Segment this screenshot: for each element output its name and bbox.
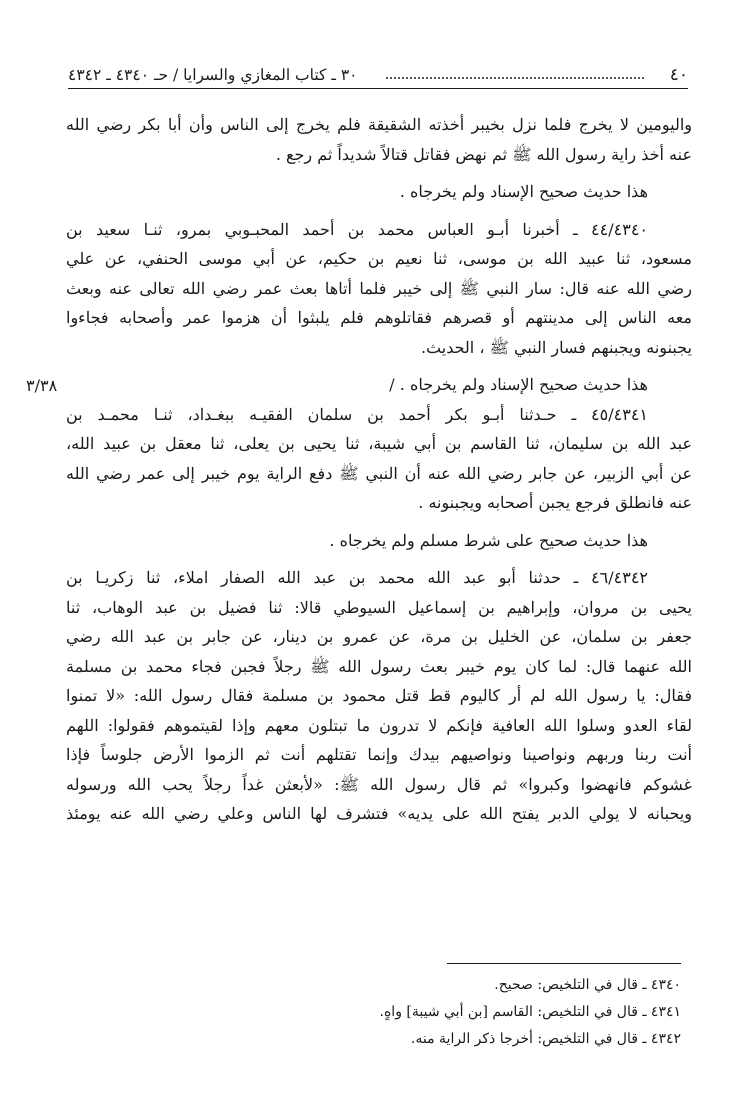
text-line: مسعود، ثنا عبيد الله بن موسى، ثنا نعيم بن حكيم، عن أبي موسى الحنفي، عن علي [66, 249, 692, 268]
header-dot-leader [386, 77, 644, 79]
text-line: غشوكم فانهضوا وكبروا» ثم قال رسول الله ﷺ: «لأبعثن غداً رجلاً يحب الله ورسوله [66, 774, 692, 794]
text-line: يجبنونه ويجبنهم فسار النبي ﷺ ، الحديث. [420, 337, 692, 357]
text-line: عنه أخذ راية رسول الله ﷺ ثم نهض فقاتل قتالاً شديداً ثم رجع . [275, 144, 692, 164]
running-title: ٣٠ ـ كتاب المغازي والسرايا / حـ ٤٣٤٠ ـ ٤٣٤٢ [68, 66, 358, 84]
text-line: عنه فانطلق فرجع يجبن أصحابه ويجبنونه . [418, 493, 692, 512]
text-line: هذا حديث صحيح على شرط مسلم ولم يخرجاه . [329, 530, 648, 550]
text-line: عن أبي الزبير، عن جابر رضي الله عنه أن النبي ﷺ دفع الراية يوم خيبر إلى عمر رضي الله [66, 463, 692, 483]
text-line: عبد الله بن سليمان، ثنا القاسم بن أبي شيبة، ثنا يحيى بن يعلى، ثنا معقل بن عبيد الله، [66, 434, 692, 453]
page-header [68, 62, 688, 89]
text-line: ٤٤/٤٣٤٠ ـ أخبرنا أبـو العباس محمد بن أحمد المحبـوبي بمرو، ثنـا سعيد بن [66, 219, 648, 239]
footnote: ٤٣٤٠ ـ قال في التلخيص: صحيح. [494, 977, 681, 993]
footnote: ٤٣٤١ ـ قال في التلخيص: القاسم [بن أبي شيبة] واهٍ. [379, 1004, 681, 1020]
footnotes [261, 972, 681, 1053]
main-text [66, 110, 692, 829]
text-line: هذا حديث صحيح الإسناد ولم يخرجاه . / [389, 375, 648, 394]
text-line: ويحبانه لا يولي الدبر يفتح الله على يديه» فتشرف لها الناس وعلي رضي الله عنه يومئذ [66, 804, 692, 823]
text-line: ٤٥/٤٣٤١ ـ حـدثنا أبـو بكر أحمد بن سلمان الفقيـه ببغـداد، ثنـا محمـد بن [66, 404, 648, 424]
text-line: ٤٦/٤٣٤٢ ـ حدثنا أبو عبد الله محمد بن عبد الله الصفار املاء، ثنا زكريـا بن [66, 568, 648, 587]
text-line: الله عنهما قال: لما كان يوم خيبر بعث رسول الله ﷺ رجلاً فجبن فجاء محمد بن مسلمة [66, 656, 692, 676]
text-line: رضي الله عنه قال: سار النبي ﷺ إلى خيبر فلما أتاها بعث عمر رضي الله تعالى عنه وبعث [66, 278, 692, 298]
text-line: فقال: يا رسول الله لم أر كاليوم قط قتل محمود بن مسلمة فقال رسول الله: «لا تمنوا [66, 686, 692, 705]
text-line: معه الناس إلى مدينتهم أو قصرهم فقاتلوهم فلم يلبثوا أن هزموا عمر وأصحابه فجاءوا [66, 308, 692, 327]
text-line: يحيى بن مروان، وإبراهيم بن إسماعيل السيوطي قالا: ثنا فضيل بن عبد الوهاب، ثنا [66, 597, 692, 617]
footnote-separator [447, 963, 681, 964]
text-line: لقاء العدو وسلوا الله العافية فإنكم لا تدرون ما تبتلون معهم وإذا لقيتموهم فقولوا: اللهم [66, 715, 692, 735]
text-line: واليومين لا يخرج فلما نزل بخيبر أخذته الشقيقة فلم يخرج إلى الناس وأن أبا بكر رضي الله [66, 115, 692, 134]
margin-volume-page-note: ٣/٣٨ [26, 376, 58, 395]
footnote: ٤٣٤٢ ـ قال في التلخيص: أخرجا ذكر الراية منه. [410, 1031, 681, 1047]
page-number: ٤٠ [669, 65, 688, 85]
text-line: أنت ربنا وربهم ونواصينا ونواصيهم بيدك وإنما تقتلهم أنت ثم الزموا الأرض جلوساً فإذا [66, 745, 692, 764]
text-line: جعفر بن سلمان، عن الخليل بن مرة، عن عمرو بن دينار، عن جابر بن عبد الله رضي [66, 627, 692, 646]
text-line: هذا حديث صحيح الإسناد ولم يخرجاه . [399, 182, 648, 201]
